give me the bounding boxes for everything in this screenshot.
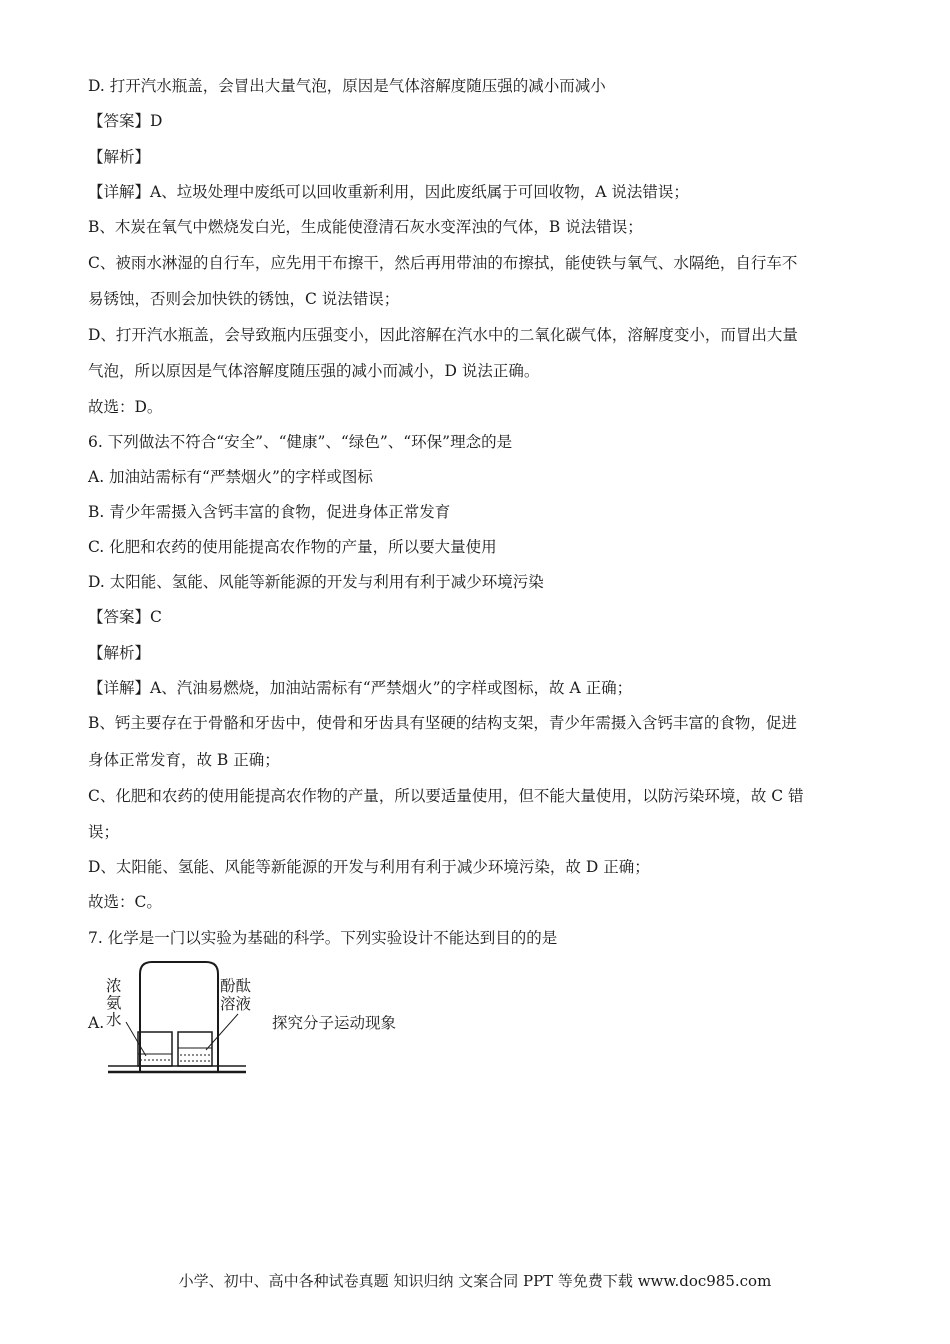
text-line: C、化肥和农药的使用能提高农作物的产量，所以要适量使用，但不能大量使用，以防污染环境，故 C 错 [88,787,804,805]
answer-line: 【答案】C [88,608,162,626]
text-line: D、打开汽水瓶盖，会导致瓶内压强变小，因此溶解在汽水中的二氧化碳气体，溶解度变小，而冒出大量 [88,326,798,344]
option-b: B. 青少年需摄入含钙丰富的食物，促进身体正常发育 [88,503,451,521]
figure-option-label: A. [88,1014,105,1032]
option-a: A. 加油站需标有“严禁烟火”的字样或图标 [88,468,373,486]
text-line: B、钙主要存在于骨骼和牙齿中，使骨和牙齿具有坚硬的结构支架，青少年需摄入含钙丰富的食物，促进 [88,714,797,732]
analysis-heading: 【解析】 [88,148,151,166]
text-line: 故选：D。 [88,398,163,416]
analysis-heading: 【解析】 [88,644,151,662]
text-line: 身体正常发育，故 B 正确； [88,751,280,769]
question-6: 6. 下列做法不符合“安全”、“健康”、“绿色”、“环保”理念的是 [88,433,513,451]
question-7: 7. 化学是一门以实验为基础的科学。下列实验设计不能达到目的的是 [88,929,558,947]
text-line: 故选：C。 [88,893,162,911]
option-c: C. 化肥和农药的使用能提高农作物的产量，所以要大量使用 [88,538,497,556]
text-line: 【详解】A、汽油易燃烧，加油站需标有“严禁烟火”的字样或图标，故 A 正确； [88,679,633,697]
option-d: D. 太阳能、氢能、风能等新能源的开发与利用有利于减少环境污染 [88,573,544,591]
text-line: 易锈蚀，否则会加快铁的锈蚀，C 说法错误； [88,290,400,308]
text-line: 气泡，所以原因是气体溶解度随压强的减小而减小，D 说法正确。 [88,362,540,380]
label-phenolphthalein-1: 酚酞 [220,977,252,995]
label-ammonia-2: 氨 [106,994,122,1012]
text-line: C、被雨水淋湿的自行车，应先用干布擦干，然后再用带油的布擦拭，能使铁与氧气、水隔绝，自行车不 [88,254,798,272]
text-line: D. 打开汽水瓶盖，会冒出大量气泡，原因是气体溶解度随压强的减小而减小 [88,77,606,95]
answer-line: 【答案】D [88,112,163,130]
experiment-figure [88,960,428,1080]
label-ammonia-3: 水 [106,1011,122,1029]
text-line: D、太阳能、氢能、风能等新能源的开发与利用有利于减少环境污染，故 D 正确； [88,858,650,876]
label-ammonia-1: 浓 [106,977,122,995]
label-phenolphthalein-2: 溶液 [220,995,252,1013]
text-line: 【详解】A、垃圾处理中废纸可以回收重新利用，因此废纸属于可回收物，A 说法错误； [88,183,689,201]
page-footer: 小学、初中、高中各种试卷真题 知识归纳 文案合同 PPT 等免费下载 www.doc985.com [178,1272,772,1290]
text-line: 误； [88,823,120,841]
figure-caption: 探究分子运动现象 [272,1014,397,1032]
text-line: B、木炭在氧气中燃烧发白光，生成能使澄清石灰水变浑浊的气体，B 说法错误； [88,218,643,236]
